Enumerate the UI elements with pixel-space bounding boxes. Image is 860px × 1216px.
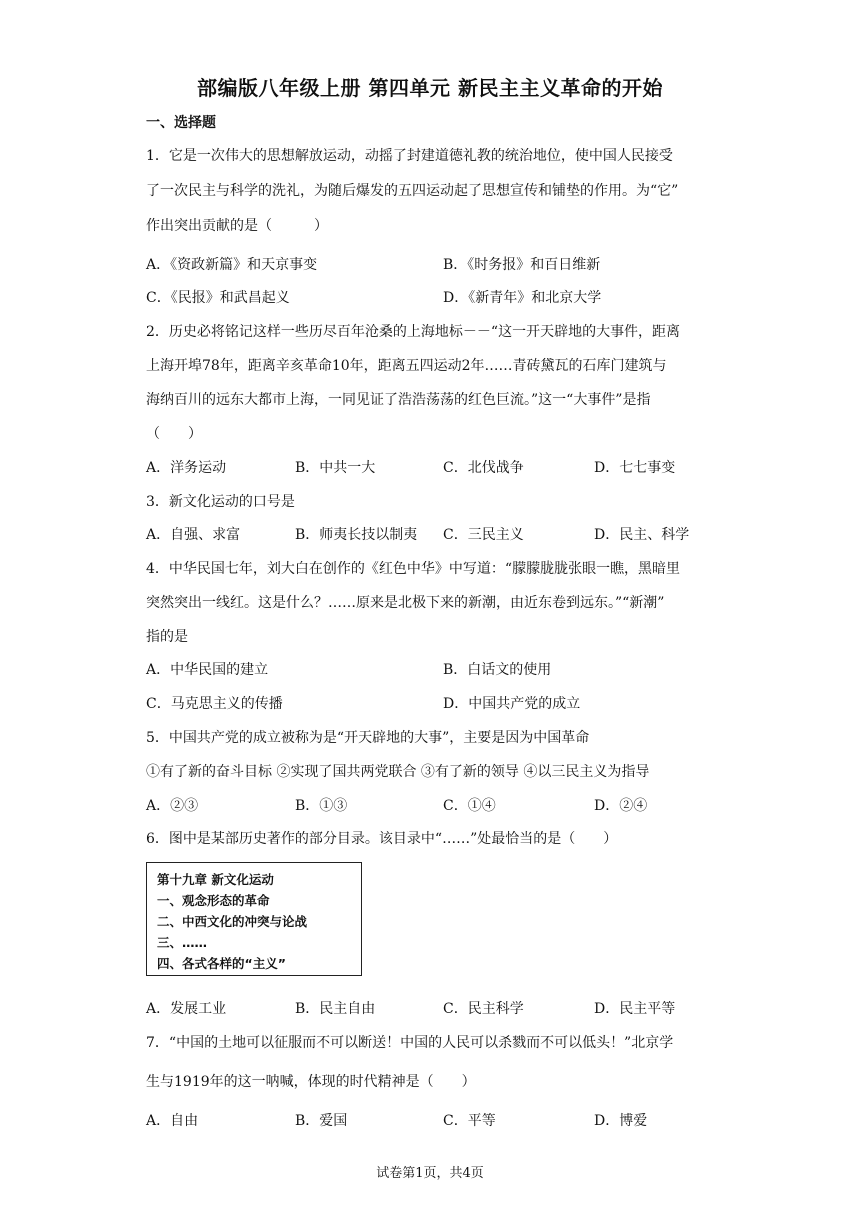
q2-option-c: C．北伐战争 — [443, 460, 524, 476]
q7-option-d: D．博爱 — [594, 1113, 648, 1129]
q6-option-b: B．民主自由 — [295, 1001, 376, 1017]
q2-line-3: 海纳百川的远东大都市上海，一同见证了浩浩荡荡的红色巨流。”这一“大事件”是指 — [146, 392, 651, 408]
q3-line-1: 3．新文化运动的口号是 — [146, 494, 295, 510]
q4-option-b: B．白话文的使用 — [443, 662, 552, 678]
q5-option-b: B．①③ — [295, 798, 348, 814]
q3-option-b: B．师夷长技以制夷 — [295, 527, 418, 543]
q6-line-1: 6．图中是某部历史著作的部分目录。该目录中“……”处最恰当的是（ ） — [146, 831, 618, 847]
q5-option-c: C．①④ — [443, 798, 496, 814]
q7-option-a: A．自由 — [146, 1113, 199, 1129]
q1-line-1: 1．它是一次伟大的思想解放运动，动摇了封建道德礼教的统治地位，使中国人民接受 — [146, 148, 673, 164]
q1-option-d: D．《新青年》和北京大学 — [443, 290, 602, 306]
page-title: 部编版八年级上册 第四单元 新民主主义革命的开始 — [197, 76, 663, 100]
q5-line-1: 5．中国共产党的成立被称为是“开天辟地的大事”，主要是因为中国革命 — [146, 730, 590, 746]
q3-option-c: C．三民主义 — [443, 527, 524, 543]
section-heading: 一、选择题 — [146, 115, 216, 131]
q2-line-4: （ ） — [146, 426, 202, 442]
toc-line: 第十九章 新文化运动 — [157, 872, 274, 887]
q6-option-a: A．发展工业 — [146, 1001, 227, 1017]
q7-option-c: C．平等 — [443, 1113, 496, 1129]
q1-line-3: 作出突出贡献的是（ ） — [146, 218, 328, 234]
q2-option-d: D．七七事变 — [594, 460, 676, 476]
q7-line-1: 7．“中国的土地可以征服而不可以断送！中国的人民可以杀戮而不可以低头！”北京学 — [146, 1035, 674, 1051]
toc-line: 三、…… — [157, 935, 208, 950]
q1-option-b: B．《时务报》和百日维新 — [443, 257, 601, 273]
q6-option-d: D．民主平等 — [594, 1001, 676, 1017]
q2-line-1: 2．历史必将铭记这样一些历尽百年沧桑的上海地标－－“这一开天辟地的大事件，距离 — [146, 324, 681, 340]
q2-option-b: B．中共一大 — [295, 460, 376, 476]
q3-option-a: A．自强、求富 — [146, 527, 241, 543]
q4-line-1: 4．中华民国七年，刘大白在创作的《红色中华》中写道：“朦朦胧胧张眼一瞧，黑暗里 — [146, 561, 681, 577]
table-of-contents-box — [146, 862, 362, 976]
q7-option-b: B．爱国 — [295, 1113, 348, 1129]
q4-line-3: 指的是 — [146, 629, 188, 645]
q2-option-a: A．洋务运动 — [146, 460, 227, 476]
q4-option-a: A．中华民国的建立 — [146, 662, 269, 678]
q2-line-2: 上海开埠78年，距离辛亥革命10年，距离五四运动2年……青砖黛瓦的石库门建筑与 — [146, 358, 667, 374]
q4-option-c: C．马克思主义的传播 — [146, 696, 283, 712]
q3-option-d: D．民主、科学 — [594, 527, 690, 543]
q6-option-c: C．民主科学 — [443, 1001, 524, 1017]
toc-line: 一、观念形态的革命 — [157, 893, 270, 908]
toc-line: 二、中西文化的冲突与论战 — [157, 914, 308, 929]
q5-option-d: D．②④ — [594, 798, 648, 814]
q1-line-2: 了一次民主与科学的洗礼，为随后爆发的五四运动起了思想宣传和铺垫的作用。为“它” — [146, 183, 679, 199]
q7-line-2: 生与1919年的这一呐喊，体现的时代精神是（ ） — [146, 1074, 476, 1090]
q1-option-c: C．《民报》和武昌起义 — [146, 290, 290, 306]
toc-line: 四、各式各样的“主义” — [157, 956, 286, 971]
q4-line-2: 突然突出一线红。这是什么？……原来是北极下来的新潮，由近东卷到远东。”“新潮” — [146, 595, 665, 611]
page-footer: 试卷第1页，共4页 — [376, 1166, 484, 1181]
q4-option-d: D．中国共产党的成立 — [443, 696, 581, 712]
q5-option-a: A．②③ — [146, 798, 199, 814]
q5-line-2: ①有了新的奋斗目标 ②实现了国共两党联合 ③有了新的领导 ④以三民主义为指导 — [146, 764, 650, 780]
q1-option-a: A．《资政新篇》和天京事变 — [146, 257, 318, 273]
